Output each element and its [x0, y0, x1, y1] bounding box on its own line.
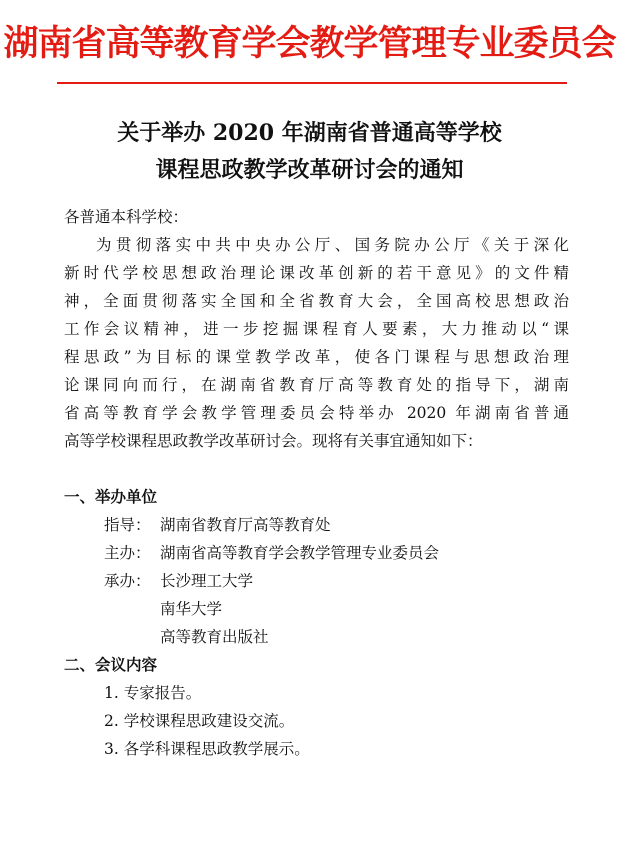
organization-header: 湖南省高等教育学会教学管理专业委员会	[3, 24, 616, 64]
organizer-name: 湖南省高等教育学会教学管理专业委员会	[160, 544, 440, 562]
organizer-row	[104, 539, 564, 567]
content-list-item: 2. 学校课程思政建设交流。	[104, 712, 295, 730]
organizer-row	[104, 511, 564, 539]
notice-title-line-1: 关于举办 2020 年湖南省普通高等学校	[117, 120, 502, 146]
organizer-name: 南华大学	[160, 600, 223, 618]
organizer-name: 湖南省教育厅高等教育处	[160, 516, 331, 534]
header-red-rule	[57, 82, 567, 84]
content-list-item: 1. 专家报告。	[104, 684, 202, 702]
paragraph-line: 省高等教育学会教学管理委员会特举办 2020 年湖南省普通	[64, 404, 569, 422]
paragraph-line: 高等学校课程思政教学改革研讨会。现将有关事宜通知如下：	[64, 432, 483, 450]
organizer-row	[104, 595, 564, 623]
organizer-role: 主办：	[104, 544, 151, 562]
section-heading-organizers: 一、举办单位	[64, 488, 158, 506]
organizer-row	[104, 567, 564, 595]
section-heading-content: 二、会议内容	[64, 656, 158, 674]
organizer-role: 指导：	[104, 516, 151, 534]
paragraph-line: 工作会议精神，进一步挖掘课程育人要素，大力推动以“课	[64, 320, 569, 338]
paragraph-line: 论课同向而行，在湖南省教育厅高等教育处的指导下，湖南	[64, 376, 569, 394]
content-list-item: 3. 各学科课程思政教学展示。	[104, 740, 310, 758]
paragraph-line: 新时代学校思想政治理论课改革创新的若干意见》的文件精	[64, 264, 569, 282]
paragraph-line: 为贯彻落实中共中央办公厅、国务院办公厅《关于深化	[96, 236, 569, 254]
salutation: 各普通本科学校：	[64, 208, 189, 226]
organizer-name: 高等教育出版社	[160, 628, 269, 646]
organizer-row	[104, 623, 564, 651]
organizer-name: 长沙理工大学	[160, 572, 254, 590]
organizer-role: 承办：	[104, 572, 151, 590]
paragraph-line: 神，全面贯彻落实全国和全省教育大会，全国高校思想政治	[64, 292, 569, 310]
paragraph-line: 程思政”为目标的课堂教学改革，使各门课程与思想政治理	[64, 348, 569, 366]
notice-title-line-2: 课程思政教学改革研讨会的通知	[155, 157, 464, 183]
